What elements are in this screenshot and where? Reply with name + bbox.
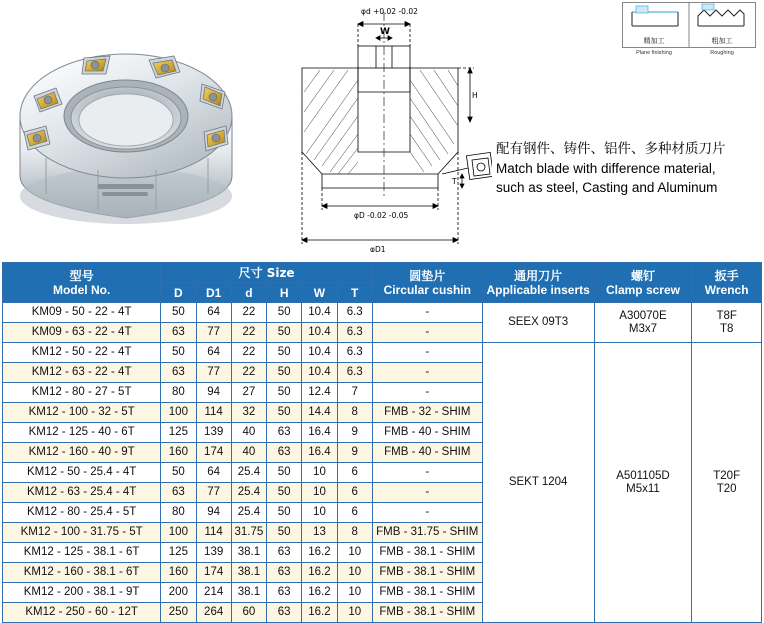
cell-insert-group: SEEX 09T3 bbox=[482, 303, 594, 343]
cell-dsmall: 27 bbox=[231, 383, 266, 403]
cell-wrench-group: T8F T8 bbox=[692, 303, 762, 343]
cell-model: KM12 - 80 - 25.4 - 5T bbox=[3, 503, 161, 523]
cell-d: 63 bbox=[161, 323, 196, 343]
cell-w: 12.4 bbox=[302, 383, 337, 403]
material-note bbox=[496, 140, 758, 197]
cell-d: 100 bbox=[161, 523, 196, 543]
cell-d: 50 bbox=[161, 463, 196, 483]
specification-table bbox=[2, 262, 762, 623]
cell-d: 80 bbox=[161, 503, 196, 523]
cell-insert-group: SEKT 1204 bbox=[482, 343, 594, 623]
cell-model: KM09 - 50 - 22 - 4T bbox=[3, 303, 161, 323]
th-size-group: 尺寸 Size bbox=[161, 263, 373, 283]
cell-cushion: FMB - 40 - SHIM bbox=[372, 423, 482, 443]
cell-h: 63 bbox=[267, 563, 302, 583]
cell-h: 50 bbox=[267, 463, 302, 483]
table-row bbox=[3, 303, 762, 323]
cell-model: KM12 - 100 - 32 - 5T bbox=[3, 403, 161, 423]
cell-w: 13 bbox=[302, 523, 337, 543]
cell-w: 10.4 bbox=[302, 363, 337, 383]
machining-type-box bbox=[622, 2, 756, 56]
cell-t: 10 bbox=[337, 583, 372, 603]
cell-h: 63 bbox=[267, 423, 302, 443]
cell-t: 8 bbox=[337, 523, 372, 543]
cell-w: 16.2 bbox=[302, 543, 337, 563]
cell-h: 50 bbox=[267, 483, 302, 503]
cell-model: KM12 - 160 - 40 - 9T bbox=[3, 443, 161, 463]
cell-model: KM12 - 125 - 40 - 6T bbox=[3, 423, 161, 443]
cell-h: 50 bbox=[267, 383, 302, 403]
dim-label-w: W bbox=[380, 27, 390, 37]
cell-dsmall: 32 bbox=[231, 403, 266, 423]
cell-model: KM12 - 160 - 38.1 - 6T bbox=[3, 563, 161, 583]
cell-w: 10.4 bbox=[302, 323, 337, 343]
th-screw: 螺钉 Clamp screw bbox=[594, 263, 692, 303]
cell-h: 50 bbox=[267, 503, 302, 523]
cell-t: 6.3 bbox=[337, 363, 372, 383]
cell-model: KM12 - 50 - 22 - 4T bbox=[3, 343, 161, 363]
th-d1: D1 bbox=[196, 283, 231, 303]
cell-model: KM12 - 63 - 22 - 4T bbox=[3, 363, 161, 383]
th-insert: 通用刀片 Applicable inserts bbox=[482, 263, 594, 303]
cell-cushion: - bbox=[372, 323, 482, 343]
dim-label-phid: φd +0.02 -0.02 bbox=[361, 7, 418, 16]
cell-d1: 139 bbox=[196, 543, 231, 563]
cell-cushion: FMB - 31.75 - SHIM bbox=[372, 523, 482, 543]
cell-cushion: - bbox=[372, 363, 482, 383]
illustration-area bbox=[0, 0, 764, 258]
th-dsmall: d bbox=[231, 283, 266, 303]
cell-h: 63 bbox=[267, 443, 302, 463]
cell-w: 16.2 bbox=[302, 603, 337, 623]
cell-h: 50 bbox=[267, 343, 302, 363]
th-w: W bbox=[302, 283, 337, 303]
cell-h: 50 bbox=[267, 363, 302, 383]
th-t: T bbox=[337, 283, 372, 303]
finish-label-en: Plane finishing bbox=[636, 50, 672, 56]
cell-d1: 174 bbox=[196, 443, 231, 463]
cell-dsmall: 38.1 bbox=[231, 543, 266, 563]
cell-h: 50 bbox=[267, 403, 302, 423]
cell-t: 10 bbox=[337, 543, 372, 563]
cell-model: KM12 - 80 - 27 - 5T bbox=[3, 383, 161, 403]
cell-d: 50 bbox=[161, 303, 196, 323]
cell-w: 10 bbox=[302, 463, 337, 483]
cell-wrench-group: T20F T20 bbox=[692, 343, 762, 623]
cell-d1: 64 bbox=[196, 463, 231, 483]
cell-cushion: FMB - 40 - SHIM bbox=[372, 443, 482, 463]
cell-h: 50 bbox=[267, 303, 302, 323]
cell-h: 63 bbox=[267, 543, 302, 563]
cell-d1: 64 bbox=[196, 343, 231, 363]
cell-w: 10.4 bbox=[302, 303, 337, 323]
cell-t: 8 bbox=[337, 403, 372, 423]
cell-t: 6.3 bbox=[337, 323, 372, 343]
cell-d1: 139 bbox=[196, 423, 231, 443]
cell-dsmall: 40 bbox=[231, 423, 266, 443]
cell-model: KM12 - 125 - 38.1 - 6T bbox=[3, 543, 161, 563]
cell-t: 10 bbox=[337, 563, 372, 583]
cell-dsmall: 22 bbox=[231, 343, 266, 363]
cell-h: 63 bbox=[267, 583, 302, 603]
cell-d1: 77 bbox=[196, 483, 231, 503]
cell-dsmall: 22 bbox=[231, 323, 266, 343]
cell-model: KM12 - 63 - 25.4 - 4T bbox=[3, 483, 161, 503]
cell-h: 50 bbox=[267, 523, 302, 543]
face-mill-photo bbox=[6, 8, 256, 240]
cell-d: 160 bbox=[161, 443, 196, 463]
cell-d1: 77 bbox=[196, 363, 231, 383]
cell-d: 63 bbox=[161, 363, 196, 383]
cell-cushion: - bbox=[372, 503, 482, 523]
dim-label-phiD: φD -0.02 -0.05 bbox=[354, 211, 409, 220]
cell-d1: 94 bbox=[196, 383, 231, 403]
cell-dsmall: 60 bbox=[231, 603, 266, 623]
cell-cushion: FMB - 38.1 - SHIM bbox=[372, 543, 482, 563]
cell-screw-group: A501105D M5x11 bbox=[594, 343, 692, 623]
cell-d1: 94 bbox=[196, 503, 231, 523]
cell-dsmall: 25.4 bbox=[231, 503, 266, 523]
cell-w: 10.4 bbox=[302, 343, 337, 363]
finish-label-cn: 精加工 bbox=[643, 37, 665, 45]
cell-d: 63 bbox=[161, 483, 196, 503]
cell-dsmall: 38.1 bbox=[231, 563, 266, 583]
cell-cushion: - bbox=[372, 343, 482, 363]
dim-label-phiD1: φD1 bbox=[370, 245, 386, 252]
cell-t: 9 bbox=[337, 423, 372, 443]
cell-cushion: FMB - 32 - SHIM bbox=[372, 403, 482, 423]
cell-w: 16.4 bbox=[302, 443, 337, 463]
cell-t: 6.3 bbox=[337, 303, 372, 323]
th-d: D bbox=[161, 283, 196, 303]
cell-screw-group: A30070E M3x7 bbox=[594, 303, 692, 343]
cell-w: 16.2 bbox=[302, 583, 337, 603]
cell-cushion: - bbox=[372, 483, 482, 503]
cell-t: 7 bbox=[337, 383, 372, 403]
cell-w: 16.4 bbox=[302, 423, 337, 443]
cell-dsmall: 31.75 bbox=[231, 523, 266, 543]
cell-d: 200 bbox=[161, 583, 196, 603]
cell-d1: 214 bbox=[196, 583, 231, 603]
material-note-cn: 配有钢件、铸件、铝件、多种材质刀片 bbox=[496, 141, 726, 157]
cell-dsmall: 22 bbox=[231, 363, 266, 383]
cell-d: 160 bbox=[161, 563, 196, 583]
table-row bbox=[3, 343, 762, 363]
cell-cushion: FMB - 38.1 - SHIM bbox=[372, 603, 482, 623]
cell-w: 10 bbox=[302, 503, 337, 523]
cell-t: 6.3 bbox=[337, 343, 372, 363]
cell-dsmall: 38.1 bbox=[231, 583, 266, 603]
dim-label-h: H bbox=[472, 91, 478, 100]
cell-cushion: FMB - 38.1 - SHIM bbox=[372, 563, 482, 583]
cell-cushion: FMB - 38.1 - SHIM bbox=[372, 583, 482, 603]
cell-cushion: - bbox=[372, 303, 482, 323]
th-h: H bbox=[267, 283, 302, 303]
cell-model: KM12 - 100 - 31.75 - 5T bbox=[3, 523, 161, 543]
cell-h: 50 bbox=[267, 323, 302, 343]
rough-label-cn: 粗加工 bbox=[711, 37, 733, 45]
cell-cushion: - bbox=[372, 383, 482, 403]
table-header bbox=[3, 263, 762, 303]
th-wrench: 扳手 Wrench bbox=[692, 263, 762, 303]
cell-t: 9 bbox=[337, 443, 372, 463]
cell-dsmall: 22 bbox=[231, 303, 266, 323]
th-cushion: 圆垫片 Circular cushin bbox=[372, 263, 482, 303]
cell-t: 10 bbox=[337, 603, 372, 623]
cell-w: 16.2 bbox=[302, 563, 337, 583]
cell-model: KM09 - 63 - 22 - 4T bbox=[3, 323, 161, 343]
rough-label-en: Roughing bbox=[710, 50, 734, 56]
cell-d1: 77 bbox=[196, 323, 231, 343]
cell-d1: 264 bbox=[196, 603, 231, 623]
table-body bbox=[3, 303, 762, 623]
th-model: 型号 Model No. bbox=[3, 263, 161, 303]
cell-d1: 114 bbox=[196, 403, 231, 423]
cell-model: KM12 - 50 - 25.4 - 4T bbox=[3, 463, 161, 483]
cell-d: 125 bbox=[161, 423, 196, 443]
cell-dsmall: 25.4 bbox=[231, 483, 266, 503]
cell-t: 6 bbox=[337, 463, 372, 483]
cell-model: KM12 - 200 - 38.1 - 9T bbox=[3, 583, 161, 603]
cell-t: 6 bbox=[337, 483, 372, 503]
technical-drawing bbox=[262, 2, 492, 252]
cell-d: 80 bbox=[161, 383, 196, 403]
cell-d: 100 bbox=[161, 403, 196, 423]
cell-d: 50 bbox=[161, 343, 196, 363]
cell-cushion: - bbox=[372, 463, 482, 483]
cell-w: 10 bbox=[302, 483, 337, 503]
cell-d1: 114 bbox=[196, 523, 231, 543]
material-note-en2: such as steel, Casting and Aluminum bbox=[496, 180, 718, 195]
cell-t: 6 bbox=[337, 503, 372, 523]
material-note-en1: Match blade with difference material, bbox=[496, 161, 716, 176]
cell-dsmall: 40 bbox=[231, 443, 266, 463]
cell-h: 63 bbox=[267, 603, 302, 623]
cell-w: 14.4 bbox=[302, 403, 337, 423]
cell-d1: 174 bbox=[196, 563, 231, 583]
cell-d: 250 bbox=[161, 603, 196, 623]
cell-d1: 64 bbox=[196, 303, 231, 323]
dim-label-t: T bbox=[452, 177, 457, 186]
cell-dsmall: 25.4 bbox=[231, 463, 266, 483]
cell-d: 125 bbox=[161, 543, 196, 563]
cell-model: KM12 - 250 - 60 - 12T bbox=[3, 603, 161, 623]
